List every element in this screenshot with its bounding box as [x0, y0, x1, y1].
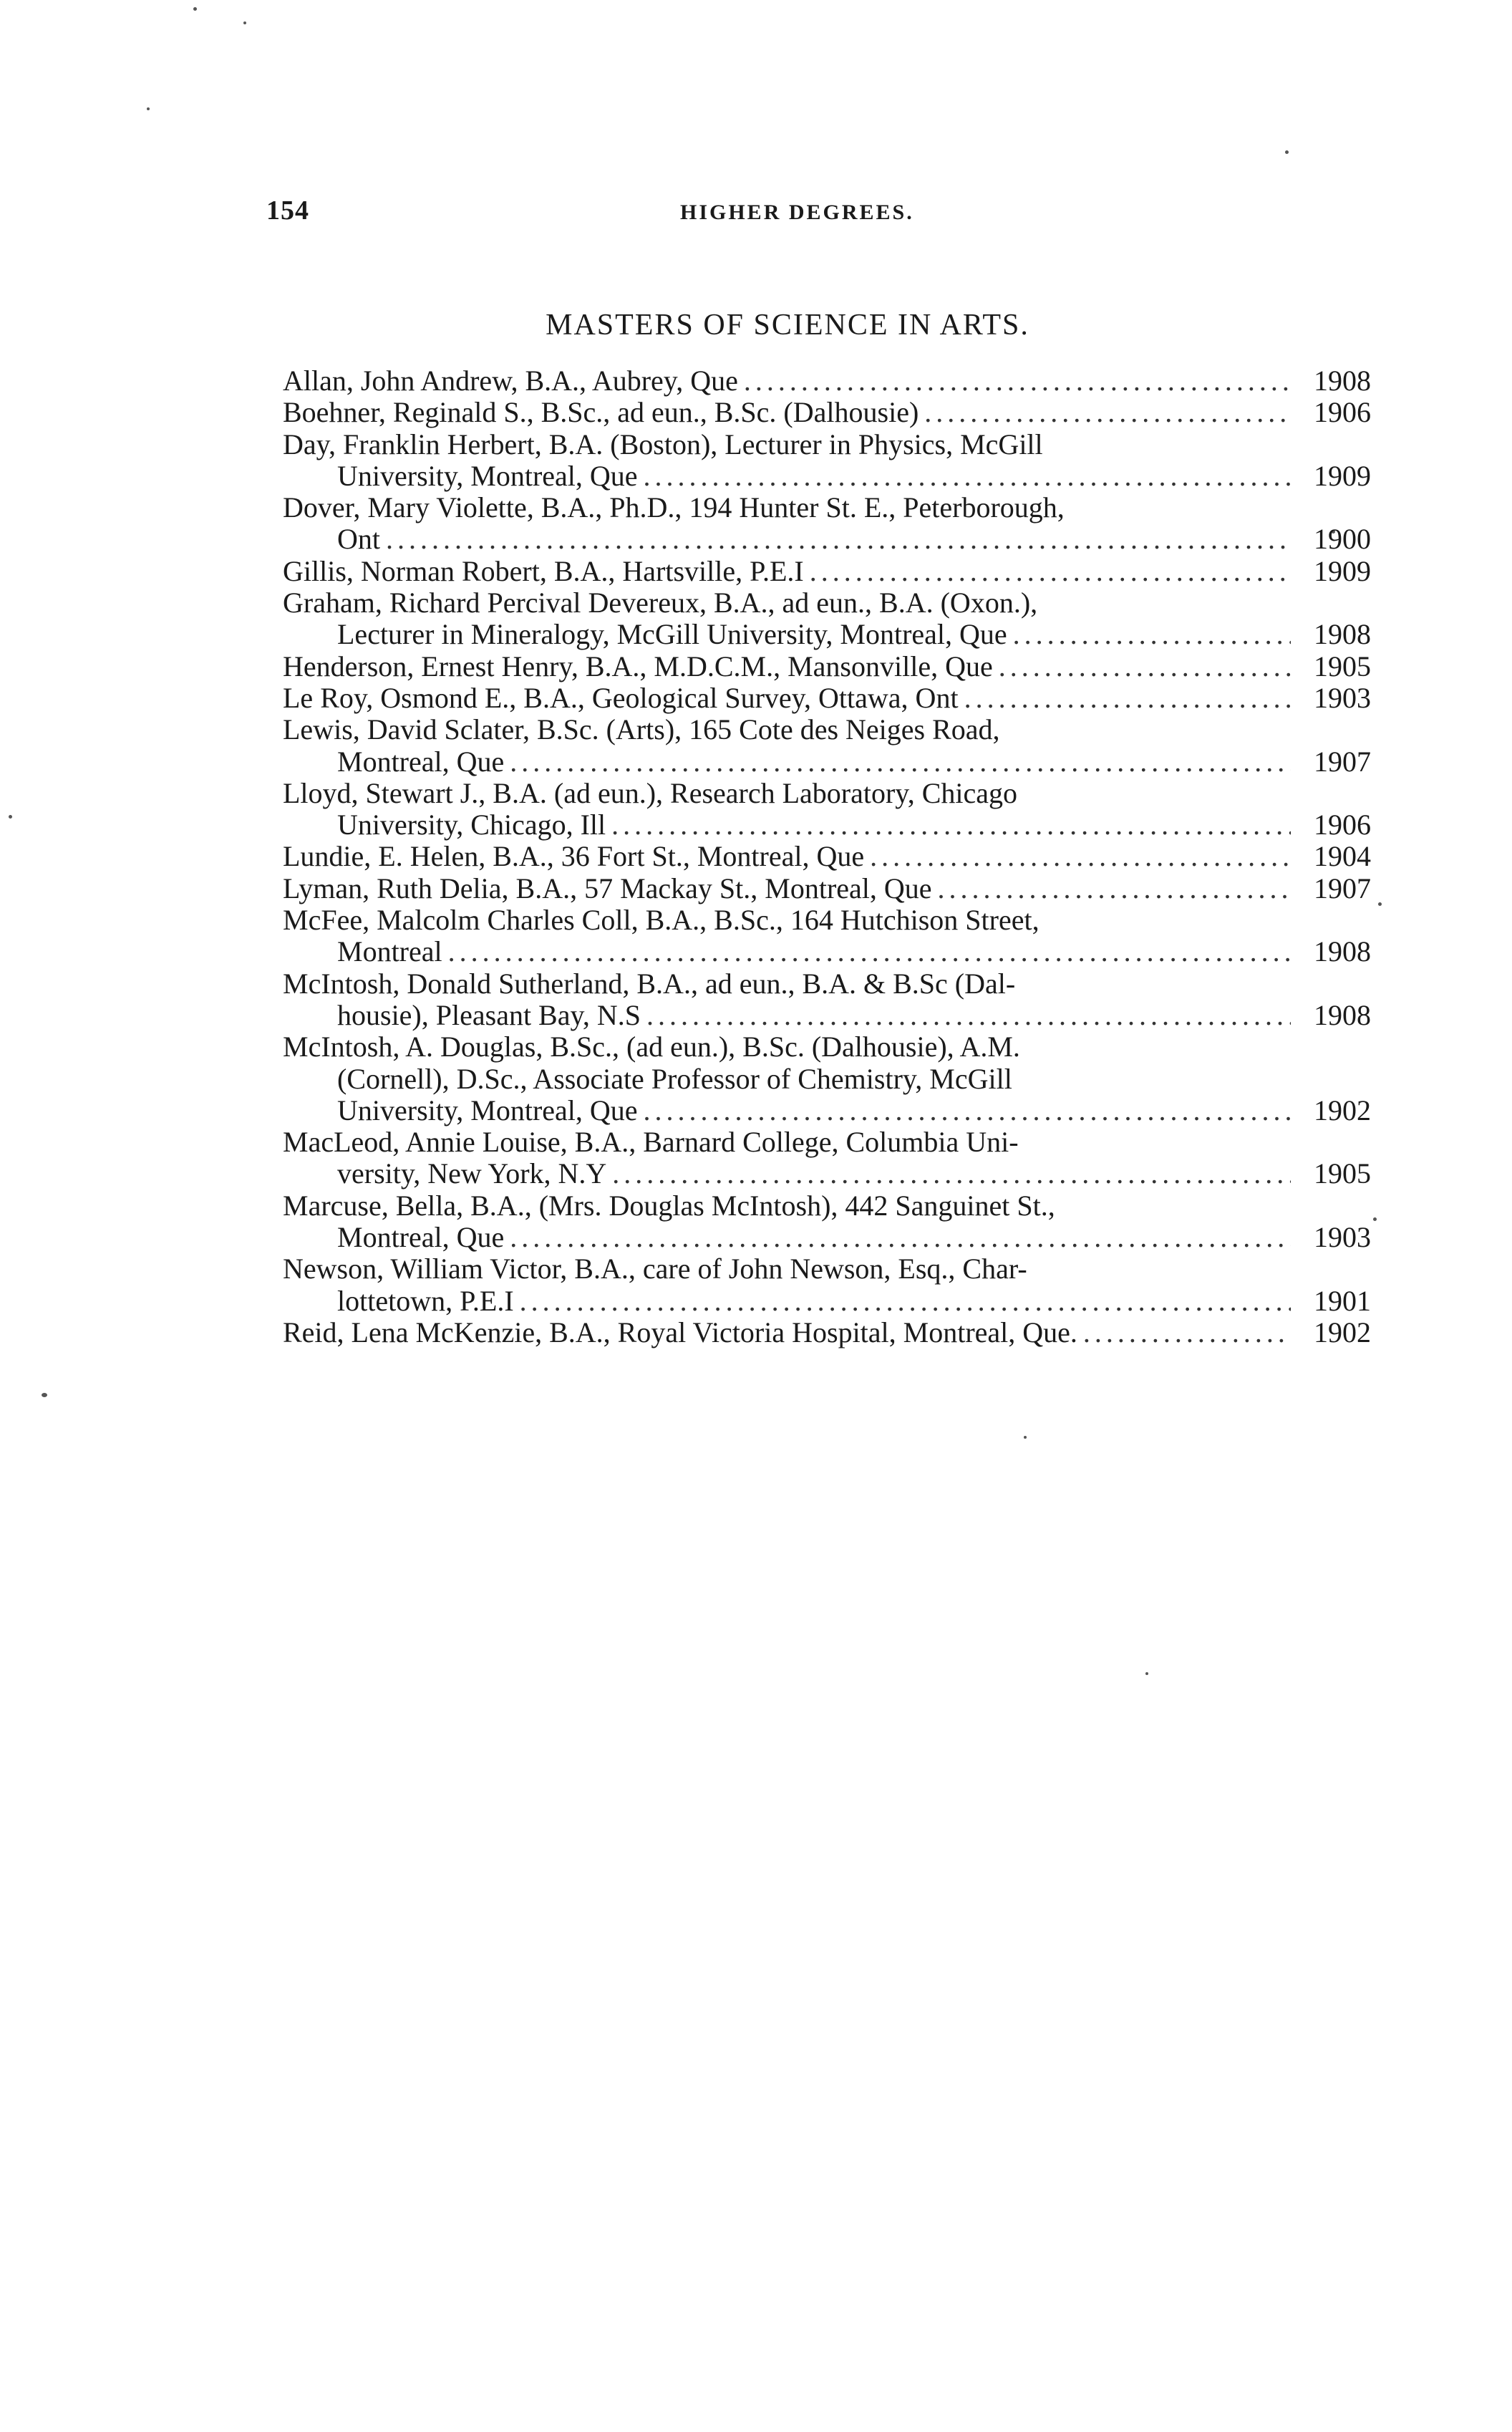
entry-text: versity, New York, N.Y — [337, 1157, 607, 1190]
entry-year: 1903 — [1314, 1221, 1371, 1254]
entry-text: MacLeod, Annie Louise, B.A., Barnard College, Columbia Uni- — [283, 1126, 1019, 1159]
list-item — [283, 778, 1371, 841]
list-item — [283, 1031, 1371, 1126]
entry-text: Montreal, Que — [337, 745, 505, 778]
entry-line — [283, 1031, 1371, 1063]
scan-speck — [1024, 1436, 1027, 1439]
entry-line — [283, 365, 1371, 397]
scan-speck — [42, 1393, 47, 1397]
entry-line — [283, 778, 1371, 809]
dot-leader — [386, 523, 1291, 555]
entry-text: (Cornell), D.Sc., Associate Professor of Chemistry, McGill — [337, 1062, 1012, 1095]
dot-leader — [611, 809, 1291, 841]
entry-continuation-line — [283, 809, 1371, 841]
list-item — [283, 968, 1371, 1032]
entry-text: Henderson, Ernest Henry, B.A., M.D.C.M., Mansonville, Que — [283, 650, 993, 682]
entry-year: 1900 — [1314, 523, 1371, 556]
list-item — [283, 1190, 1371, 1254]
entry-continuation-line — [283, 936, 1371, 968]
entry-year: 1902 — [1314, 1094, 1371, 1126]
entry-continuation-line — [283, 460, 1371, 492]
entry-year: 1908 — [1314, 998, 1371, 1031]
list-item — [283, 841, 1371, 872]
entry-line — [283, 1190, 1371, 1222]
entry-line — [283, 587, 1371, 619]
dot-leader — [964, 682, 1291, 714]
entry-text: Ont — [337, 523, 380, 556]
entry-continuation-line — [283, 1063, 1371, 1095]
entry-line — [283, 556, 1371, 587]
entry-line — [283, 841, 1371, 872]
dot-leader — [938, 873, 1291, 904]
list-item — [283, 556, 1371, 587]
entry-line — [283, 873, 1371, 904]
entry-line — [283, 397, 1371, 428]
entry-text: Newson, William Victor, B.A., care of John Newson, Esq., Char- — [283, 1253, 1027, 1285]
entry-text: University, Montreal, Que — [337, 1094, 638, 1126]
entry-year: 1901 — [1314, 1284, 1371, 1317]
entry-line — [283, 904, 1371, 936]
entry-text: housie), Pleasant Bay, N.S — [337, 998, 641, 1031]
scan-speck — [1373, 1217, 1377, 1221]
list-item — [283, 429, 1371, 493]
entry-year: 1906 — [1314, 396, 1371, 429]
entry-text: Dover, Mary Violette, B.A., Ph.D., 194 Hunter St. E., Peterborough, — [283, 491, 1065, 524]
list-item — [283, 651, 1371, 682]
entry-year: 1908 — [1314, 935, 1371, 968]
dot-leader — [744, 365, 1291, 397]
section-title: MASTERS OF SCIENCE IN ARTS. — [546, 309, 1029, 342]
entry-line — [283, 968, 1371, 1000]
entry-text: Marcuse, Bella, B.A., (Mrs. Douglas McIntosh), 442 Sanguinet St., — [283, 1189, 1055, 1222]
entry-line — [283, 492, 1371, 523]
entry-text: Gillis, Norman Robert, B.A., Hartsville, P.E.I — [283, 554, 804, 587]
entry-year: 1903 — [1314, 681, 1371, 714]
list-item — [283, 587, 1371, 651]
dot-leader — [999, 651, 1291, 682]
dot-leader — [1013, 619, 1291, 650]
running-head: HIGHER DEGREES. — [680, 201, 914, 224]
list-item — [283, 682, 1371, 714]
entry-text: Day, Franklin Herbert, B.A. (Boston), Lecturer in Physics, McGill — [283, 428, 1043, 460]
dot-leader — [646, 1000, 1291, 1031]
entry-year: 1902 — [1314, 1316, 1371, 1348]
dot-leader — [448, 936, 1291, 968]
entry-text: Graham, Richard Percival Devereux, B.A., ad eun., B.A. (Oxon.), — [283, 587, 1038, 619]
entry-year: 1909 — [1314, 459, 1371, 492]
list-item — [283, 397, 1371, 428]
entry-text: Le Roy, Osmond E., B.A., Geological Survey, Ottawa, Ont — [283, 681, 959, 714]
entry-continuation-line — [283, 523, 1371, 555]
entry-text: Allan, John Andrew, B.A., Aubrey, Que — [283, 365, 738, 397]
entry-continuation-line — [283, 1285, 1371, 1317]
entry-text: lottetown, P.E.I — [337, 1284, 514, 1317]
entry-year: 1907 — [1314, 872, 1371, 904]
dot-leader — [520, 1285, 1291, 1317]
dot-leader — [510, 746, 1291, 778]
entry-text: Lewis, David Sclater, B.Sc. (Arts), 165 Cote des Neiges Road, — [283, 713, 1000, 746]
entry-year: 1906 — [1314, 809, 1371, 841]
entry-year: 1909 — [1314, 554, 1371, 587]
scan-speck — [243, 21, 246, 24]
list-item — [283, 365, 1371, 397]
list-item — [283, 714, 1371, 778]
entry-year: 1908 — [1314, 618, 1371, 651]
entry-continuation-line — [283, 619, 1371, 650]
entry-text: University, Montreal, Que — [337, 459, 638, 492]
entry-line — [283, 1126, 1371, 1158]
entry-text: McIntosh, A. Douglas, B.Sc., (ad eun.), B.Sc. (Dalhousie), A.M. — [283, 1031, 1020, 1063]
entry-continuation-line — [283, 1158, 1371, 1190]
entry-text: Lyman, Ruth Delia, B.A., 57 Mackay St., Montreal, Que — [283, 872, 932, 904]
entry-continuation-line — [283, 1095, 1371, 1126]
entry-year: 1908 — [1314, 365, 1371, 397]
entry-text: Lundie, E. Helen, B.A., 36 Fort St., Montreal, Que — [283, 840, 865, 873]
page-number: 154 — [266, 196, 309, 226]
list-item — [283, 873, 1371, 904]
entry-text: University, Chicago, Ill — [337, 809, 606, 841]
scan-speck — [1378, 902, 1382, 906]
entry-line — [283, 682, 1371, 714]
degree-list — [283, 365, 1371, 1348]
entry-continuation-line — [283, 746, 1371, 778]
list-item — [283, 1126, 1371, 1190]
entry-text: Montreal — [337, 935, 442, 968]
entry-line — [283, 1253, 1371, 1285]
dot-leader — [1083, 1317, 1291, 1348]
list-item — [283, 904, 1371, 968]
entry-text: Boehner, Reginald S., B.Sc., ad eun., B.Sc. (Dalhousie) — [283, 396, 919, 429]
entry-line — [283, 429, 1371, 460]
entry-text: Montreal, Que — [337, 1221, 505, 1254]
scan-speck — [193, 7, 197, 11]
list-item — [283, 1317, 1371, 1348]
entry-text: Reid, Lena McKenzie, B.A., Royal Victoria Hospital, Montreal, Que. — [283, 1316, 1077, 1348]
dot-leader — [510, 1222, 1291, 1253]
entry-continuation-line — [283, 1000, 1371, 1031]
entry-year: 1904 — [1314, 840, 1371, 873]
entry-text: McFee, Malcolm Charles Coll, B.A., B.Sc., 164 Hutchison Street, — [283, 904, 1040, 937]
entry-year: 1905 — [1314, 650, 1371, 682]
scan-speck — [147, 107, 150, 110]
entry-line — [283, 714, 1371, 745]
entry-text: Lecturer in Mineralogy, McGill University, Montreal, Que — [337, 618, 1007, 651]
entry-line — [283, 1317, 1371, 1348]
dot-leader — [810, 556, 1291, 587]
dot-leader — [924, 397, 1291, 428]
scan-speck — [1145, 1672, 1148, 1675]
entry-year: 1907 — [1314, 745, 1371, 778]
scan-speck — [9, 815, 12, 819]
list-item — [283, 492, 1371, 556]
entry-continuation-line — [283, 1222, 1371, 1253]
entry-text: Lloyd, Stewart J., B.A. (ad eun.), Research Laboratory, Chicago — [283, 776, 1017, 809]
scan-speck — [1285, 150, 1289, 154]
entry-text: McIntosh, Donald Sutherland, B.A., ad eun., B.A. & B.Sc (Dal- — [283, 967, 1016, 1000]
dot-leader — [870, 841, 1291, 872]
dot-leader — [644, 1095, 1291, 1126]
dot-leader — [612, 1158, 1291, 1190]
list-item — [283, 1253, 1371, 1317]
entry-year: 1905 — [1314, 1157, 1371, 1190]
dot-leader — [644, 460, 1291, 492]
entry-line — [283, 651, 1371, 682]
